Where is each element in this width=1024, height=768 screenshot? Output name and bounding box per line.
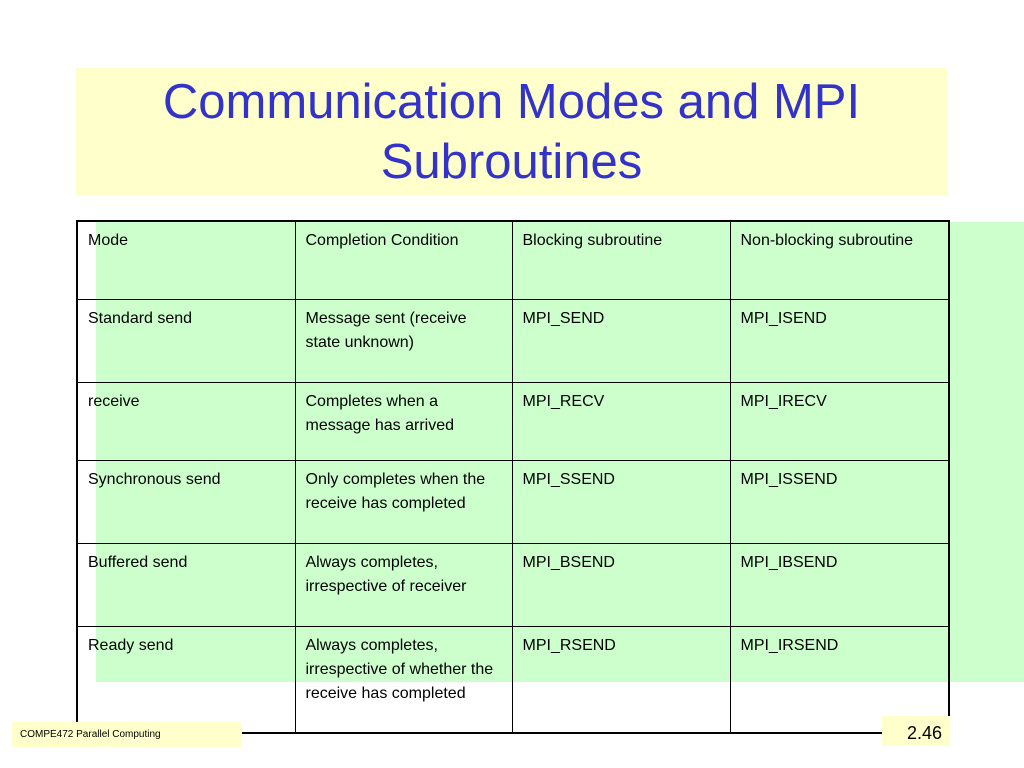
header-cell-mode: Mode	[77, 221, 295, 300]
table-cell-blocking-subroutine: MPI_BSEND	[512, 544, 730, 627]
communication-modes-table	[76, 220, 950, 734]
table-cell-blocking-subroutine: MPI_RECV	[512, 383, 730, 461]
table-row	[77, 300, 949, 383]
table-cell-completion-condition: Always completes, irrespective of whether the receive has completed	[295, 627, 512, 734]
table-cell-non-blocking-subroutine: MPI_IRECV	[730, 383, 949, 461]
table-cell-completion-condition: Completes when a message has arrived	[295, 383, 512, 461]
table-cell-non-blocking-subroutine: MPI_IBSEND	[730, 544, 949, 627]
table-cell-blocking-subroutine: MPI_SEND	[512, 300, 730, 383]
table-cell-mode: Synchronous send	[77, 461, 295, 544]
table-row	[77, 627, 949, 734]
table-cell-completion-condition: Only completes when the receive has completed	[295, 461, 512, 544]
table-row	[77, 544, 949, 627]
header-cell-blocking-subroutine: Blocking subroutine	[512, 221, 730, 300]
table-cell-mode: Ready send	[77, 627, 295, 734]
table-cell-non-blocking-subroutine: MPI_ISEND	[730, 300, 949, 383]
table-cell-non-blocking-subroutine: MPI_IRSEND	[730, 627, 949, 734]
table-cell-mode: receive	[77, 383, 295, 461]
page-number: 2.46	[906, 723, 942, 743]
table-row	[77, 461, 949, 544]
header-cell-completion-condition: Completion Condition	[295, 221, 512, 300]
table-cell-non-blocking-subroutine: MPI_ISSEND	[730, 461, 949, 544]
table-cell-completion-condition: Always completes, irrespective of receiver	[295, 544, 512, 627]
table-cell-blocking-subroutine: MPI_SSEND	[512, 461, 730, 544]
table-header-row	[77, 221, 949, 300]
table-cell-mode: Buffered send	[77, 544, 295, 627]
slide-title: Communication Modes and MPI Subroutines	[162, 75, 861, 189]
table-row	[77, 383, 949, 461]
header-cell-non-blocking-subroutine: Non-blocking subroutine	[730, 221, 949, 300]
table-cell-mode: Standard send	[77, 300, 295, 383]
footer-course-name: COMPE472 Parallel Computing	[20, 729, 161, 740]
table-cell-blocking-subroutine: MPI_RSEND	[512, 627, 730, 734]
table-cell-completion-condition: Message sent (receive state unknown)	[295, 300, 512, 383]
